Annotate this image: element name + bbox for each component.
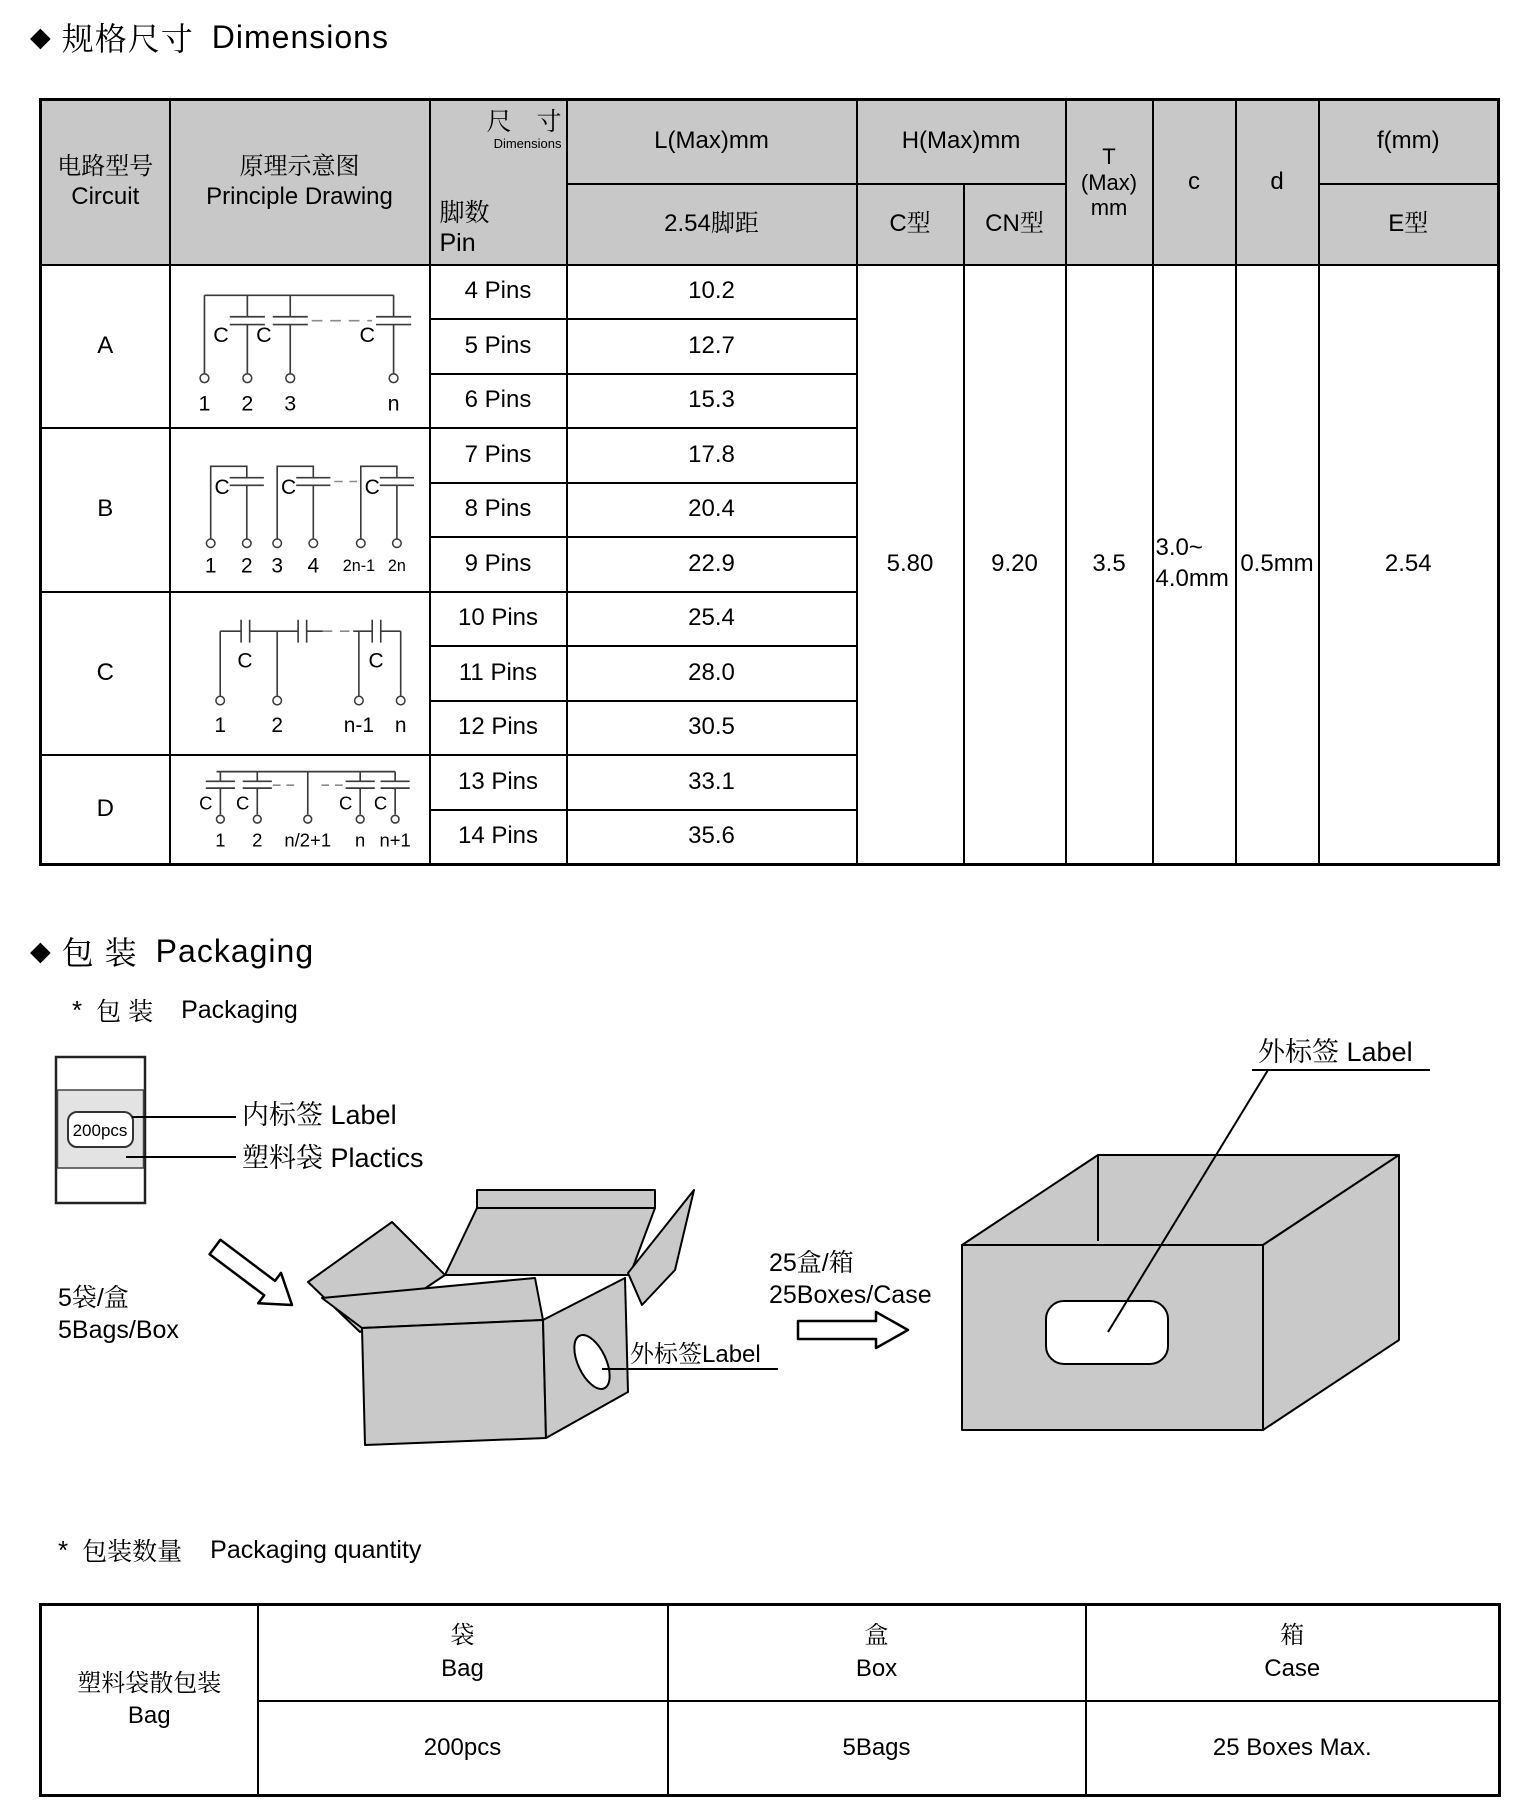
pins-cell: 10 Pins xyxy=(430,592,567,647)
cap-label: C xyxy=(214,475,230,499)
cap-label: C xyxy=(364,475,380,499)
pin-label: n xyxy=(387,391,400,416)
header-pin-zh: 脚数 xyxy=(439,198,490,227)
pin-label: n xyxy=(354,829,365,851)
open-box-drawing xyxy=(308,1190,694,1445)
cap-label: C xyxy=(198,792,212,814)
packaging-subtitle-zh: 包 装 xyxy=(96,998,154,1026)
circuit-b-schematic xyxy=(173,434,427,586)
header-circuit xyxy=(41,100,170,265)
packaging-section-title xyxy=(30,928,314,974)
header-c-type: C型 xyxy=(857,184,964,265)
case-label-hole xyxy=(1046,1301,1168,1364)
header-circuit-zh: 电路型号 xyxy=(57,152,154,180)
dimensions-title-en: Dimensions xyxy=(211,18,389,55)
circuit-b-drawing xyxy=(170,428,430,592)
arrow-icon xyxy=(210,1240,292,1305)
pin-label: 2 xyxy=(240,391,253,416)
circuit-a-drawing xyxy=(170,265,430,429)
pin-label: 2n xyxy=(387,556,406,575)
diamond-icon: ◆ xyxy=(30,935,52,966)
header-size-zh: 尺 寸 xyxy=(486,108,562,136)
cap-label: C xyxy=(280,475,296,499)
dimensions-title-zh: 规格尺寸 xyxy=(61,21,194,57)
circuit-d-schematic xyxy=(173,759,427,859)
pin-label: n/2+1 xyxy=(283,829,331,851)
cap-label: C xyxy=(255,323,272,348)
header-d: d xyxy=(1236,100,1319,265)
qty-value-case: 25 Boxes Max. xyxy=(1086,1701,1500,1796)
diamond-icon: ◆ xyxy=(30,21,52,52)
cap-label: C xyxy=(367,649,384,673)
asterisk-icon: * xyxy=(72,994,83,1025)
packaging-diagram xyxy=(30,1020,1450,1540)
header-pin xyxy=(440,198,490,258)
pin-label: 1 xyxy=(197,391,210,416)
boxes-per-case-zh: 25盒/箱 xyxy=(769,1249,854,1277)
pins-cell: 12 Pins xyxy=(430,701,567,756)
packaging-title-en: Packaging xyxy=(155,932,315,969)
case-outer-label-text: 外标签 Label xyxy=(1258,1037,1413,1067)
pins-cell: 13 Pins xyxy=(430,755,567,810)
pin-label: 1 xyxy=(204,554,217,578)
pin-label: 4 xyxy=(306,554,319,578)
pin-label: 3 xyxy=(270,554,283,578)
pin-label: 2n-1 xyxy=(342,556,375,575)
d-value: 0.5mm xyxy=(1236,265,1319,865)
header-principle-zh: 原理示意图 xyxy=(239,152,360,180)
t-value: 3.5 xyxy=(1066,265,1153,865)
header-size-en: Dimensions xyxy=(493,135,562,151)
circuit-a-label: A xyxy=(41,265,170,429)
qty-col-case xyxy=(1086,1605,1500,1701)
c-value xyxy=(1153,265,1236,865)
pin-label: 2 xyxy=(270,714,283,738)
qty-row-header-en: Bag xyxy=(127,1702,171,1729)
header-f: f(mm) xyxy=(1319,100,1499,184)
cap-label: C xyxy=(359,323,375,348)
dimensions-table xyxy=(39,98,1500,866)
c-value-line1: 3.0~ xyxy=(1155,534,1203,562)
header-cn-type: CN型 xyxy=(964,184,1066,265)
packaging-quantity-table xyxy=(39,1603,1501,1797)
header-principle-drawing xyxy=(170,100,430,265)
pins-cell: 5 Pins xyxy=(430,319,567,374)
qty-col-case-zh: 箱 xyxy=(1280,1622,1305,1650)
packaging-qty-zh: 包装数量 xyxy=(82,1538,183,1566)
cap-label: C xyxy=(235,792,249,814)
circuit-d-label: D xyxy=(41,755,170,864)
cap-label: C xyxy=(236,649,252,673)
header-circuit-en: Circuit xyxy=(71,183,140,211)
l-value-cell: 20.4 xyxy=(567,483,857,538)
cap-label: C xyxy=(338,792,352,814)
header-size xyxy=(486,106,561,152)
l-value-cell: 25.4 xyxy=(567,592,857,647)
l-value-cell: 28.0 xyxy=(567,646,857,701)
dimensions-section-title xyxy=(30,14,389,60)
header-t-line3: mm xyxy=(1090,194,1128,220)
circuit-d-drawing xyxy=(170,755,430,864)
header-c: c xyxy=(1153,100,1236,265)
qty-col-bag-zh: 袋 xyxy=(450,1622,475,1650)
packaging-title-zh: 包 装 xyxy=(61,935,138,971)
packaging-qty-en: Packaging quantity xyxy=(210,1535,422,1564)
pins-cell: 8 Pins xyxy=(430,483,567,538)
header-e-type: E型 xyxy=(1319,184,1499,265)
h-c-value: 5.80 xyxy=(857,265,964,865)
l-value-cell: 10.2 xyxy=(567,265,857,320)
pin-label: 1 xyxy=(214,829,226,851)
asterisk-icon: * xyxy=(58,1534,69,1565)
plastic-bag-drawing xyxy=(56,1057,145,1203)
qty-col-case-en: Case xyxy=(1264,1654,1321,1682)
bag-quantity-label: 200pcs xyxy=(72,1121,128,1140)
header-t-line2: (Max) xyxy=(1080,169,1138,195)
qty-col-bag-en: Bag xyxy=(441,1654,484,1682)
cap-label: C xyxy=(373,792,387,814)
header-diagonal-cell xyxy=(430,100,567,265)
pin-label: 3 xyxy=(283,391,296,416)
packaging-qty-subtitle xyxy=(58,1532,421,1568)
boxes-per-case-en: 25Boxes/Case xyxy=(769,1281,932,1309)
header-pitch: 2.54脚距 xyxy=(567,184,857,265)
l-value-cell: 12.7 xyxy=(567,319,857,374)
pin-label: 1 xyxy=(213,714,226,738)
pin-label: n+1 xyxy=(379,829,411,851)
inner-label-text: 内标签 Label xyxy=(242,1100,397,1130)
pin-label: n xyxy=(394,714,407,738)
header-l-max: L(Max)mm xyxy=(567,100,857,184)
circuit-b-label: B xyxy=(41,428,170,592)
plastic-bag-text: 塑料袋 Plactics xyxy=(242,1143,424,1173)
pin-label: 2 xyxy=(251,829,262,851)
f-value: 2.54 xyxy=(1319,265,1499,865)
header-principle-en: Principle Drawing xyxy=(206,183,393,211)
qty-value-bag: 200pcs xyxy=(258,1701,668,1796)
h-cn-value: 9.20 xyxy=(964,265,1066,865)
header-pin-en: Pin xyxy=(439,228,476,257)
circuit-c-label: C xyxy=(41,592,170,756)
arrow-icon xyxy=(798,1312,908,1348)
cap-label: C xyxy=(212,323,229,348)
l-value-cell: 33.1 xyxy=(567,755,857,810)
header-t-line1: T xyxy=(1102,144,1116,170)
pins-cell: 4 Pins xyxy=(430,265,567,320)
header-t-max xyxy=(1066,100,1153,265)
pins-cell: 7 Pins xyxy=(430,428,567,483)
l-value-cell: 35.6 xyxy=(567,810,857,865)
box-outer-label-text: 外标签Label xyxy=(630,1341,761,1368)
qty-row-header-zh: 塑料袋散包装 xyxy=(77,1669,222,1697)
bags-per-box-en: 5Bags/Box xyxy=(58,1316,179,1344)
pin-label: 2 xyxy=(240,554,253,578)
l-value-cell: 15.3 xyxy=(567,374,857,429)
l-value-cell: 22.9 xyxy=(567,537,857,592)
pins-cell: 14 Pins xyxy=(430,810,567,865)
bags-per-box-zh: 5袋/盒 xyxy=(58,1284,129,1312)
circuit-c-drawing xyxy=(170,592,430,756)
qty-col-bag xyxy=(258,1605,668,1701)
header-h-max: H(Max)mm xyxy=(857,100,1066,184)
pins-cell: 9 Pins xyxy=(430,537,567,592)
qty-col-box-en: Box xyxy=(855,1654,898,1682)
circuit-c-schematic xyxy=(173,597,427,749)
qty-col-box-zh: 盒 xyxy=(864,1622,889,1650)
pins-cell: 6 Pins xyxy=(430,374,567,429)
pins-cell: 11 Pins xyxy=(430,646,567,701)
qty-value-box: 5Bags xyxy=(668,1701,1086,1796)
circuit-a-schematic xyxy=(173,268,427,424)
qty-col-box xyxy=(668,1605,1086,1701)
l-value-cell: 17.8 xyxy=(567,428,857,483)
l-value-cell: 30.5 xyxy=(567,701,857,756)
c-value-line2: 4.0mm xyxy=(1155,565,1229,592)
case-drawing xyxy=(962,1155,1399,1430)
packaging-subtitle-en: Packaging xyxy=(181,995,298,1024)
pin-label: n-1 xyxy=(343,714,374,738)
qty-row-header xyxy=(41,1605,258,1796)
